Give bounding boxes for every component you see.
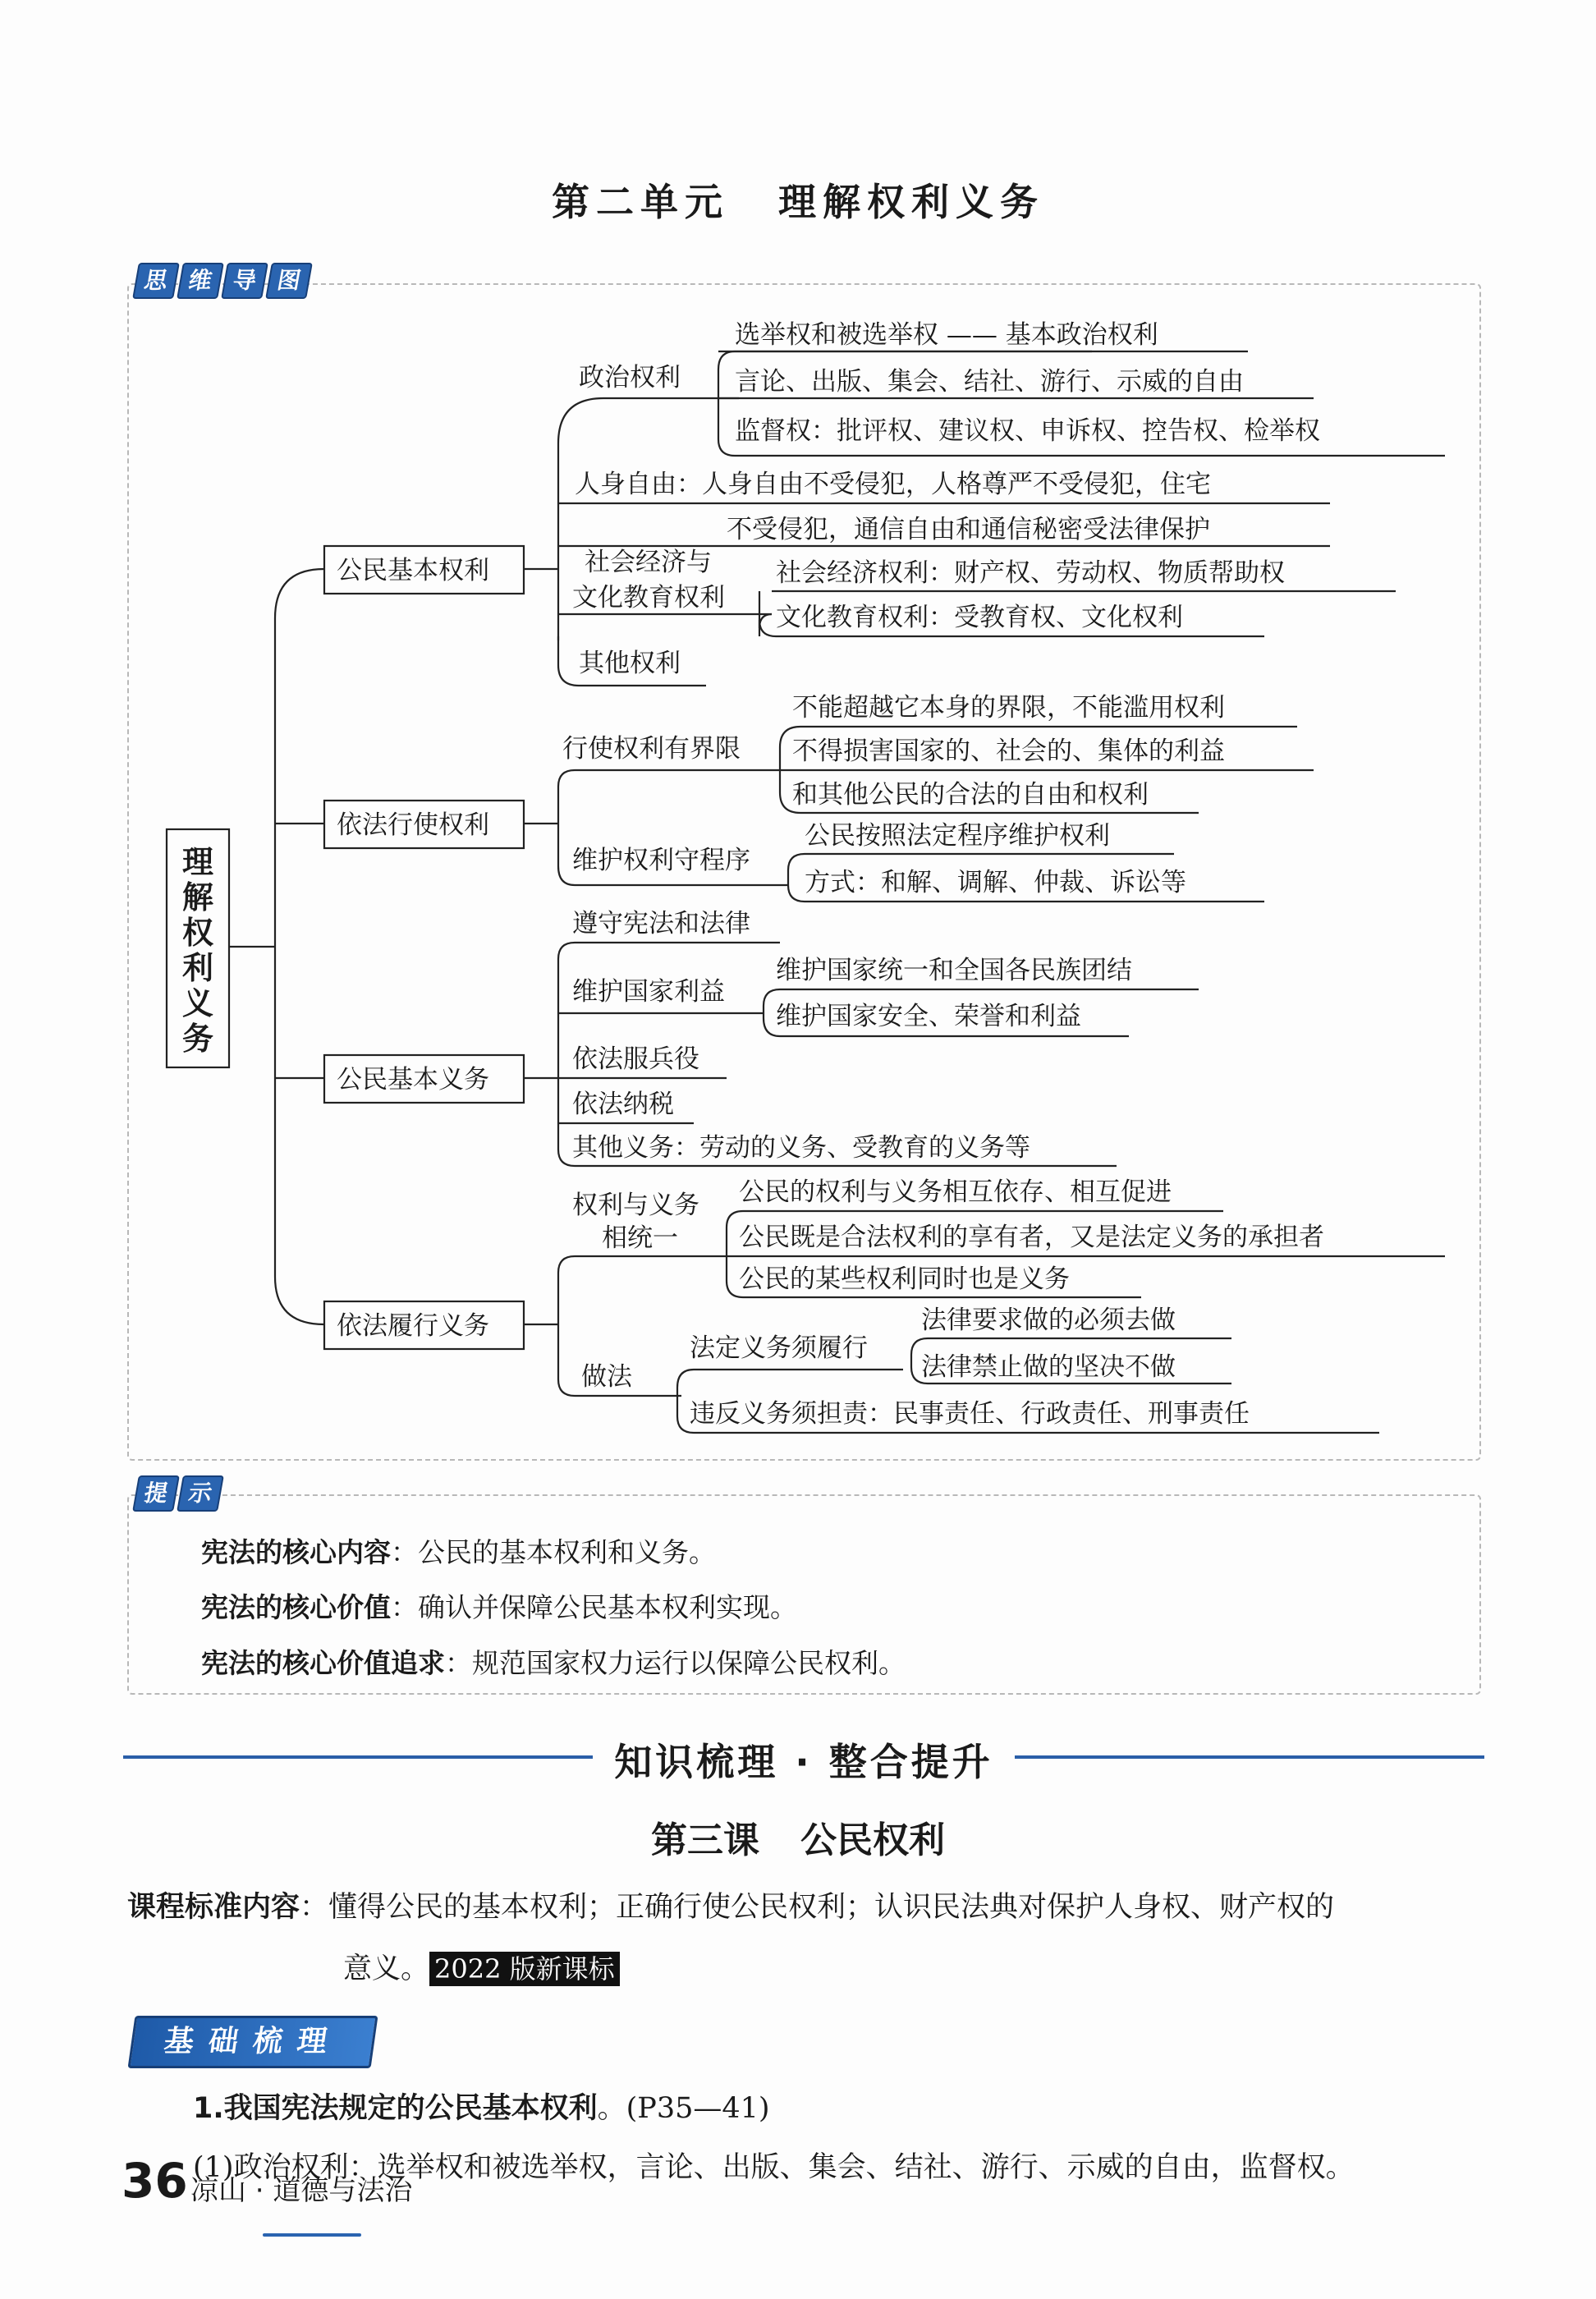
node-rights-duties-unity: 权利与义务: [572, 1191, 699, 1220]
banner-text: 知识梳理 · 整合提升: [593, 1740, 1015, 1784]
section-heading: [193, 2086, 770, 2127]
tag-char: 提: [132, 1475, 180, 1512]
tag-char: 导: [221, 263, 268, 299]
section-heading-text: 1.我国宪法规定的公民基本权利: [193, 2092, 598, 2125]
curriculum-standard: [127, 1884, 1334, 1925]
tip-text: ：规范国家权力运行以保障公民权利。: [445, 1647, 906, 1679]
node-other-rights: 其他权利: [579, 649, 681, 678]
new-standard-badge: 2022 版新课标: [429, 1952, 620, 1986]
node-military-service: 依法服兵役: [572, 1044, 699, 1074]
node-other-duties: 其他义务：劳动的义务、受教育的义务等: [572, 1133, 1030, 1163]
tips-tag: [135, 1475, 221, 1512]
standard-text: ：懂得公民的基本权利；正确行使公民权利；认识民法典对保护人身权、财产权的: [300, 1891, 1335, 1924]
lesson-title: [0, 1810, 1596, 1863]
node-citizen-rights: 公民基本权利: [337, 556, 489, 585]
root-char: 解: [181, 879, 214, 915]
node-unity-a: 公民的权利与义务相互依存、相互促进: [739, 1177, 1172, 1207]
footer-title: 凉山 · 道德与法治: [190, 2174, 413, 2207]
standard-label: 课程标准内容: [127, 1891, 300, 1924]
node-citizen-duties: 公民基本义务: [337, 1065, 489, 1094]
tip-text: ：公民的基本权利和义务。: [391, 1536, 716, 1568]
node-must-not-do: 法律禁止做的坚决不做: [921, 1352, 1176, 1382]
tip-label: 宪法的核心价值: [201, 1591, 391, 1623]
tag-char: 思: [132, 263, 180, 299]
root-chars: [182, 844, 213, 1057]
curriculum-standard-cont: [343, 1946, 620, 1987]
node-national-interest: 维护国家利益: [572, 977, 725, 1007]
tip-text: ：确认并保障公民基本权利实现。: [391, 1591, 797, 1623]
node-personal-freedom: 人身自由：人身自由不受侵犯，人格尊严不受侵犯，住宅: [575, 470, 1211, 499]
node-freedom-speech: 言论、出版、集会、结社、游行、示威的自由: [735, 367, 1244, 397]
lesson-name: 公民权利: [800, 1819, 945, 1861]
footer-accent-bar: [263, 2233, 361, 2237]
section-banner: [123, 1732, 1484, 1782]
node-violation-liability: 违反义务须担责：民事责任、行政责任、刑事责任: [690, 1399, 1250, 1429]
node-pay-tax: 依法纳税: [572, 1090, 674, 1119]
lesson-number: 第三课: [651, 1819, 759, 1861]
tag-char: 图: [265, 263, 313, 299]
tip-label: 宪法的核心价值追求: [201, 1647, 445, 1679]
basic-review-tag: 基础梳理: [128, 2016, 378, 2068]
root-char: 利: [181, 950, 214, 986]
root-char: 权: [181, 915, 214, 951]
tip-item: [201, 1531, 716, 1570]
node-political-rights: 政治权利: [579, 363, 681, 392]
node-economic-rights: 社会经济权利：财产权、劳动权、物质帮助权: [776, 558, 1285, 588]
node-must-do: 法律要求做的必须去做: [921, 1306, 1176, 1335]
node-unity-b: 公民既是合法权利的享有者，又是法定义务的承担者: [739, 1223, 1324, 1252]
node-protect-2: 方式：和解、调解、仲裁、诉讼等: [805, 868, 1186, 897]
node-limit-3: 和其他公民的合法的自由和权利: [792, 780, 1149, 810]
node-supervision-right: 监督权：批评权、建议权、申诉权、控告权、检举权: [735, 416, 1320, 446]
node-social-rights-cont: 文化教育权利: [572, 583, 725, 613]
tip-label: 宪法的核心内容: [201, 1536, 391, 1568]
unit-number: 第二单元: [552, 180, 729, 224]
section-page-ref: 。(P35—41): [597, 2092, 770, 2125]
tip-item: [201, 1586, 797, 1625]
node-method: 做法: [581, 1362, 632, 1392]
node-must-fulfill: 法定义务须履行: [690, 1333, 868, 1363]
page-number: 36: [122, 2153, 188, 2209]
node-election-right: 选举权和被选举权 —— 基本政治权利: [735, 320, 1158, 350]
node-culture-rights: 文化教育权利：受教育权、文化权利: [776, 603, 1183, 632]
node-limit-1: 不能超越它本身的界限，不能滥用权利: [792, 693, 1225, 723]
unit-name: 理解权利义务: [778, 180, 1044, 224]
node-protect-procedure: 维护权利守程序: [572, 846, 750, 875]
node-rights-limit: 行使权利有界限: [562, 734, 741, 764]
node-limit-2: 不得损害国家的、社会的、集体的利益: [792, 737, 1225, 766]
node-fulfill-duties: 依法履行义务: [337, 1311, 489, 1341]
node-personal-freedom-cont: 不受侵犯，通信自由和通信秘密受法律保护: [727, 515, 1210, 544]
root-char: 理: [181, 844, 214, 880]
node-protect-1: 公民按照法定程序维护权利: [805, 821, 1110, 851]
standard-text-cont: 意义。: [343, 1953, 430, 1985]
tag-char: 示: [177, 1475, 224, 1512]
tag-char: 维: [177, 263, 224, 299]
root-char: 务: [181, 1021, 214, 1057]
node-obey-constitution: 遵守宪法和法律: [572, 909, 750, 938]
node-rights-duties-unity-cont: 相统一: [602, 1223, 678, 1253]
node-social-rights: 社会经济与: [585, 548, 712, 577]
node-unity-c: 公民的某些权利同时也是义务: [739, 1264, 1070, 1294]
tip-item: [201, 1642, 906, 1681]
node-national-unity: 维护国家统一和全国各民族团结: [776, 956, 1132, 985]
node-exercise-rights: 依法行使权利: [337, 810, 489, 840]
root-char: 义: [181, 985, 214, 1021]
node-national-security: 维护国家安全、荣誉和利益: [776, 1002, 1081, 1031]
political-rights-item: (1)政治权利：选举权和被选举权，言论、出版、集会、结社、游行、示威的自由，监督权。: [193, 2151, 1355, 2184]
